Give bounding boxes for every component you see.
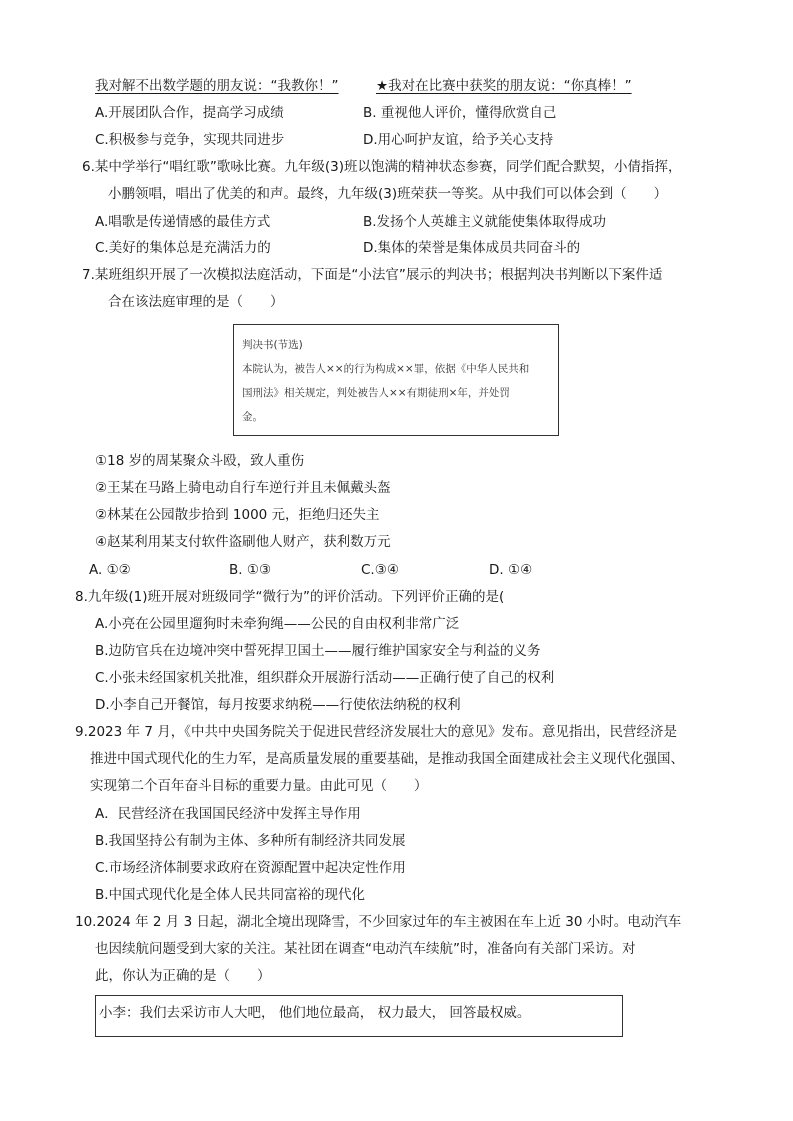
q10-dialogue-box bbox=[95, 995, 623, 1037]
q9-option-a: A．民营经济在我国国民经济中发挥主导作用 bbox=[95, 806, 361, 822]
q10-stem-line1: 10.2024 年 2 月 3 日起，湖北全境出现降雪，不少回家过年的车主被困在车上近 30 小时。电动汽车 bbox=[75, 914, 682, 930]
q7-case-4: ④赵某利用某支付软件盗刷他人财产，获利数万元 bbox=[95, 534, 391, 550]
q6-option-a: A.唱歌是传递情感的最佳方式 bbox=[95, 214, 271, 230]
q5-option-a: A.开展团队合作，提高学习成绩 bbox=[95, 105, 284, 121]
q7-case-3: ②林某在公园散步拾到 1000 元，拒绝归还失主 bbox=[95, 507, 380, 523]
q7-option-d: D. ①④ bbox=[489, 562, 533, 578]
q8-option-a: A.小亮在公园里遛狗时未牵狗绳——公民的自由权利非常广泛 bbox=[95, 616, 460, 632]
q8-option-c: C.小张未经国家机关批准，组织群众开展游行活动——正确行使了自己的权利 bbox=[95, 670, 555, 686]
q6-option-c: C.美好的集体总是充满活力的 bbox=[95, 240, 271, 256]
verdict-line2: 国刑法》相关规定，判处被告人××有期徒刑×年，并处罚 bbox=[242, 387, 510, 399]
q9-stem-line1: 9.2023 年 7 月，《中共中央国务院关于促进民营经济发展壮大的意见》发布。意见指出，民营经济是 bbox=[75, 724, 677, 740]
q8-option-b: B.边防官兵在边境冲突中誓死捍卫国土——履行维护国家安全与利益的义务 bbox=[95, 643, 541, 659]
verdict-title: 判决书(节选) bbox=[242, 339, 303, 351]
q7-option-a: A. ①② bbox=[89, 562, 131, 578]
q10-dialogue-text: 小李：我们去采访市人大吧， 他们地位最高， 权力最大， 回答最权威。 bbox=[99, 1005, 531, 1021]
q6-option-b: B.发扬个人英雄主义就能使集体取得成功 bbox=[363, 214, 607, 230]
q5-option-b: B. 重视他人评价，懂得欣赏自己 bbox=[363, 105, 557, 121]
q5-statement-left: 我对解不出数学题的朋友说：“我教你！” bbox=[95, 78, 339, 94]
q5-option-c: C.积极参与竞争，实现共同进步 bbox=[95, 132, 285, 148]
verdict-line1: 本院认为，被告人××的行为构成××罪，依据《中华人民共和 bbox=[242, 363, 530, 375]
q9-option-d: B.中国式现代化是全体人民共同富裕的现代化 bbox=[95, 887, 366, 903]
verdict-excerpt-box bbox=[233, 324, 559, 436]
q6-option-d: D.集体的荣誉是集体成员共同奋斗的 bbox=[363, 240, 581, 256]
q6-stem-line2: 小鹏领唱，唱出了优美的和声。最终，九年级(3)班荣获一等奖。从中我们可以体会到（ ） bbox=[108, 186, 668, 202]
q7-stem-line2: 合在该法庭审理的是（ ） bbox=[108, 294, 284, 310]
q5-option-d: D.用心呵护友谊，给予关心支持 bbox=[363, 132, 554, 148]
q7-option-b: B. ①③ bbox=[229, 562, 272, 578]
q8-option-d: D.小李自己开餐馆，每月按要求纳税——行使依法纳税的权利 bbox=[95, 697, 461, 713]
q8-stem: 8.九年级(1)班开展对班级同学“微行为”的评价活动。下列评价正确的是( bbox=[75, 589, 505, 605]
q9-option-c: C.市场经济体制要求政府在资源配置中起决定性作用 bbox=[95, 860, 406, 876]
q6-stem-line1: 6.某中学举行“唱红歌”歌咏比赛。九年级(3)班以饱满的精神状态参赛，同学们配合默契，小倩指挥， bbox=[82, 159, 682, 175]
q9-option-b: B.我国坚持公有制为主体、多种所有制经济共同发展 bbox=[95, 833, 406, 849]
q9-stem-line3: 实现第二个百年奋斗目标的重要力量。由此可见（ ） bbox=[90, 778, 428, 794]
q10-stem-line3: 此，你认为正确的是（ ） bbox=[95, 968, 271, 984]
verdict-line3: 金。 bbox=[242, 411, 263, 423]
q7-option-c: C.③④ bbox=[361, 562, 399, 578]
q7-stem-line1: 7.某班组织开展了一次模拟法庭活动，下面是“小法官”展示的判决书；根据判决书判断以下案件适 bbox=[82, 267, 663, 283]
q7-case-1: ①18 岁的周某聚众斗殴，致人重伤 bbox=[95, 453, 305, 469]
q7-case-2: ②王某在马路上骑电动自行车逆行并且未佩戴头盔 bbox=[95, 480, 391, 496]
q10-stem-line2: 也因续航问题受到大家的关注。某社团在调查“电动汽车续航”时，准备向有关部门采访。对 bbox=[95, 941, 636, 957]
q5-statement-right: ★我对在比赛中获奖的朋友说：“你真棒！” bbox=[376, 78, 632, 94]
q9-stem-line2: 推进中国式现代化的生力军，是高质量发展的重要基础，是推动我国全面建成社会主义现代化强国、 bbox=[90, 751, 684, 767]
